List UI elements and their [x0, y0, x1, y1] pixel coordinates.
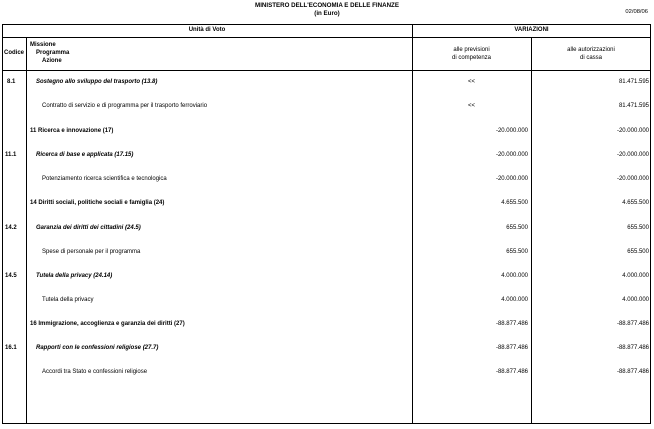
row-label: 16 Immigrazione, accoglienza e garanzia dei diritti (27) — [30, 321, 185, 327]
row-label: Garanzia dei diritti dei cittadini (24.5) — [36, 225, 141, 231]
row-competenza: << — [467, 79, 475, 85]
cassa-header-line2: di cassa — [579, 55, 602, 61]
row-cassa: 81.471.595 — [618, 79, 649, 85]
row-label: Tutela della privacy (24.14) — [36, 273, 113, 279]
row-cassa: -20.000.000 — [616, 176, 649, 182]
row-cassa: -88.877.486 — [616, 321, 649, 327]
row-label: 14 Diritti sociali, politiche sociali e famiglia (24) — [30, 200, 165, 206]
row-competenza: 655.500 — [506, 249, 528, 255]
programma-header: Programma — [36, 50, 70, 56]
row-label: Spese di personale per il programma — [42, 249, 141, 255]
row-label: Contratto di servizio e di programma per il trasporto ferroviario — [42, 103, 208, 109]
row-code: 14.2 — [5, 225, 17, 231]
row-competenza: 4.000.000 — [501, 273, 528, 279]
azione-header: Azione — [42, 58, 62, 64]
row-code: 8.1 — [7, 79, 16, 85]
row-cassa: 81.471.595 — [618, 103, 649, 109]
row-cassa: 4.655.500 — [622, 200, 649, 206]
document-code: 02/08/06 — [625, 9, 648, 15]
row-code: 14.5 — [5, 273, 17, 279]
row-code: 16.1 — [5, 345, 17, 351]
row-cassa: -88.877.486 — [616, 345, 649, 351]
row-cassa: 4.000.000 — [622, 297, 649, 303]
codice-column-line — [26, 37, 27, 424]
row-cassa: -20.000.000 — [616, 128, 649, 134]
row-competenza: 655.500 — [506, 225, 528, 231]
header-separator — [2, 37, 651, 38]
row-cassa: 655.500 — [627, 249, 649, 255]
row-cassa: 655.500 — [627, 225, 649, 231]
row-competenza: 4.000.000 — [501, 297, 528, 303]
row-label: Potenziamento ricerca scientifica e tecnologica — [42, 176, 167, 182]
cassa-header-line1: alle autorizzazioni — [567, 47, 615, 53]
row-label: Ricerca di base e applicata (17.15) — [36, 152, 134, 158]
row-competenza: -20.000.000 — [495, 128, 528, 134]
row-competenza: 4.655.500 — [501, 200, 528, 206]
row-competenza: -88.877.486 — [495, 369, 528, 375]
row-competenza: -88.877.486 — [495, 345, 528, 351]
missione-header: Missione — [30, 42, 56, 48]
unita-di-voto-header: Unità di Voto — [188, 27, 226, 33]
row-competenza: -88.877.486 — [495, 321, 528, 327]
competenza-header-line2: di competenza — [451, 55, 492, 61]
row-label: Sostegno allo sviluppo del trasporto (13.8) — [36, 79, 158, 85]
codice-header: Codice — [4, 50, 25, 56]
variazioni-header: VARIAZIONI — [514, 27, 549, 33]
row-cassa: -88.877.486 — [616, 369, 649, 375]
row-label: Tutela della privacy — [42, 297, 94, 303]
page-title: MINISTERO DELL'ECONOMIA E DELLE FINANZE — [255, 2, 399, 9]
row-label: Rapporti con le confessioni religiose (27.7) — [36, 345, 159, 351]
row-competenza: << — [467, 103, 475, 109]
row-cassa: -20.000.000 — [616, 152, 649, 158]
header-bottom-line — [2, 70, 651, 71]
row-competenza: -20.000.000 — [495, 152, 528, 158]
page-subtitle: (in Euro) — [314, 10, 340, 17]
row-code: 11.1 — [5, 152, 17, 158]
row-cassa: 4.000.000 — [622, 273, 649, 279]
row-label: Accordi tra Stato e confessioni religiose — [42, 369, 148, 375]
competenza-header-line1: alle previsioni — [453, 47, 490, 53]
row-competenza: -20.000.000 — [495, 176, 528, 182]
row-label: 11 Ricerca e innovazione (17) — [30, 128, 114, 134]
